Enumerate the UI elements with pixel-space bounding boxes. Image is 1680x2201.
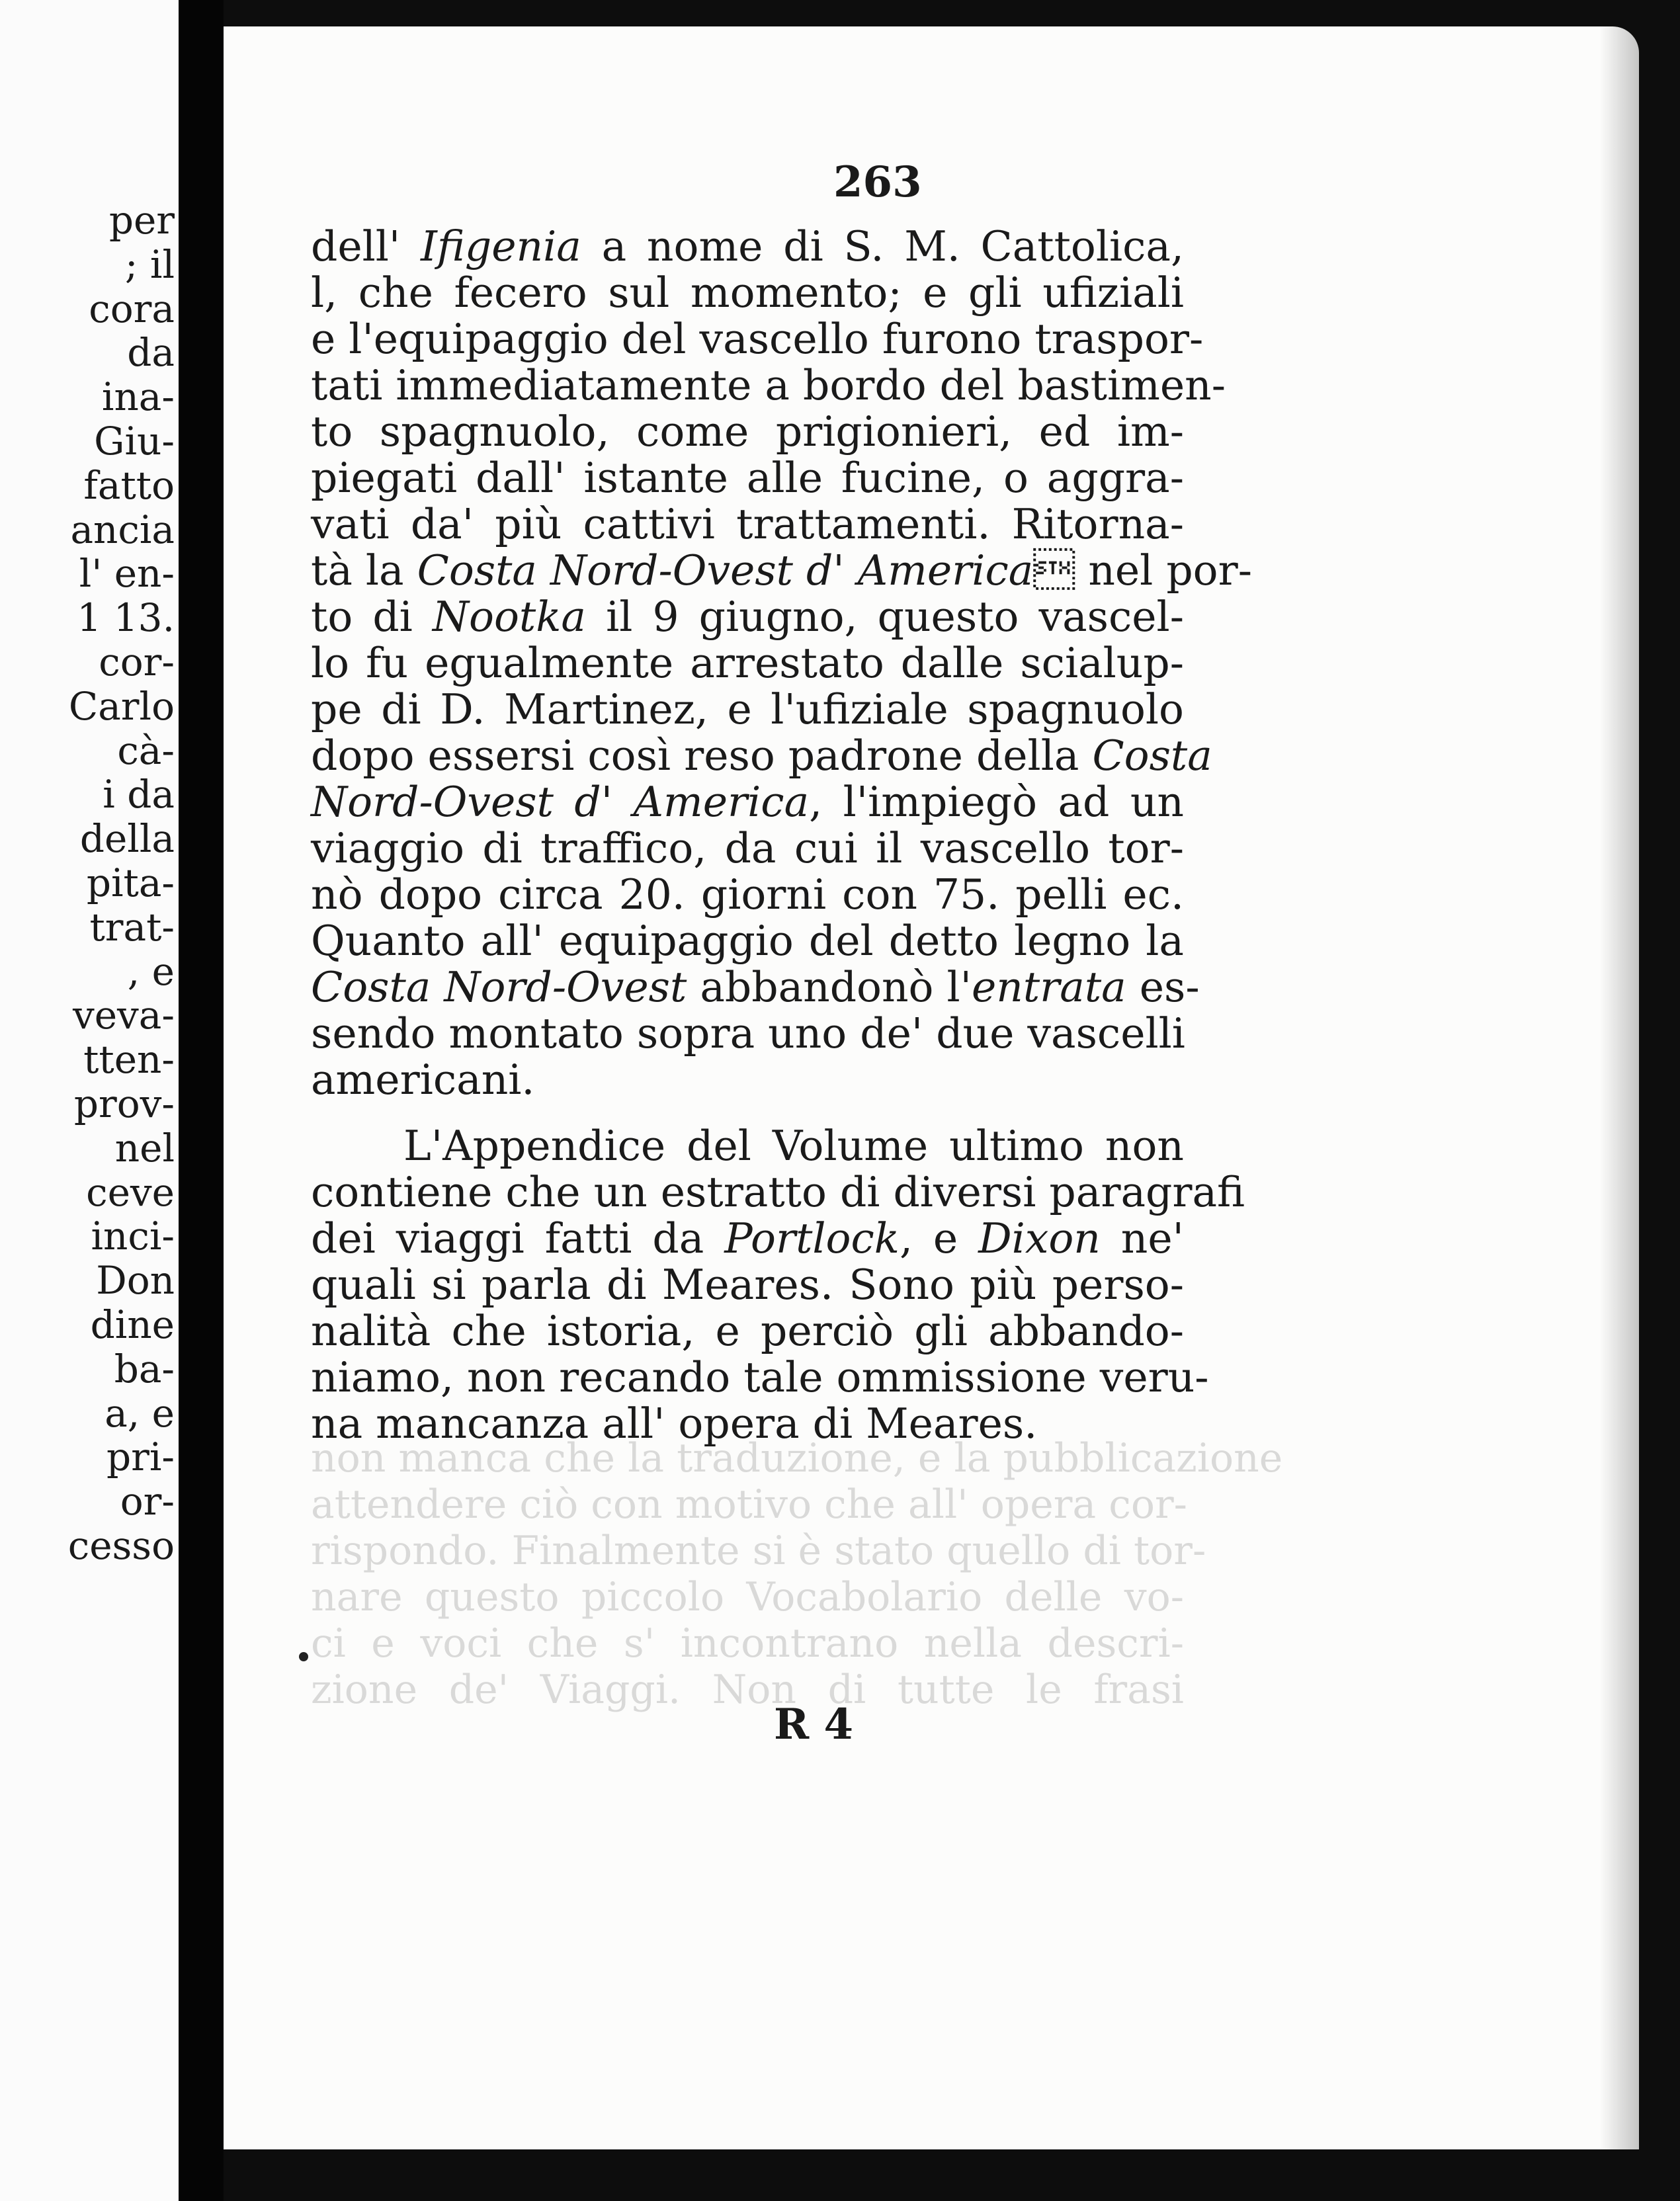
text-line: piegati dall' istante alle fucine, o aggra- bbox=[311, 454, 1184, 502]
text-line: pe di D. Martinez, e l'ufiziale spagnuolo bbox=[311, 685, 1184, 733]
left-page-line: i da bbox=[103, 772, 175, 817]
bleed-through-line: nare questo piccolo Vocabolario delle vo- bbox=[311, 1574, 1184, 1620]
left-page-line: cora bbox=[89, 286, 175, 331]
bleed-through-line: rispondo. Finalmente si è stato quello di tor- bbox=[311, 1528, 1206, 1574]
page-edge-shadow bbox=[1599, 26, 1639, 2149]
text-line: nò dopo circa 20. giorni con 75. pelli ec. bbox=[311, 870, 1184, 919]
text-line: niamo, non recando tale ommissione veru- bbox=[311, 1353, 1209, 1401]
left-page-line: Don bbox=[96, 1258, 175, 1304]
text-line: na mancanza all' opera di Meares. bbox=[311, 1399, 1038, 1448]
left-page-line: per bbox=[108, 198, 175, 243]
text-line: quali si parla di Meares. Sono più perso- bbox=[311, 1261, 1184, 1309]
text-line: dell' Ifigenia a nome di S. M. Cattolica, bbox=[311, 222, 1185, 270]
left-page-line: Carlo bbox=[68, 683, 175, 729]
left-page-line: cor- bbox=[99, 640, 175, 685]
left-page-line: ceve bbox=[86, 1169, 175, 1215]
text-line: e l'equipaggio del vascello furono traspor- bbox=[311, 315, 1204, 363]
left-page-line: ; il bbox=[124, 241, 175, 287]
left-page-line: ina- bbox=[101, 374, 175, 420]
left-page-line: Giu- bbox=[94, 419, 175, 464]
page-number: 263 bbox=[833, 157, 922, 207]
left-page-line: dine bbox=[90, 1302, 175, 1347]
text-line: sendo montato sopra uno de' due vascelli bbox=[311, 1009, 1185, 1058]
text-line: vati da' più cattivi trattamenti. Ritorna- bbox=[311, 500, 1184, 548]
text-line: to di Nootka il 9 giugno, questo vascel- bbox=[311, 593, 1184, 641]
left-page-line: trat- bbox=[89, 904, 175, 950]
left-page-line: or- bbox=[120, 1479, 175, 1524]
bleed-through-line: non manca che la traduzione, e la pubblicazione bbox=[311, 1435, 1283, 1481]
text-line: nalità che istoria, e perciò gli abbando- bbox=[311, 1307, 1184, 1355]
left-page-line: da bbox=[127, 330, 175, 376]
left-page-line: a, e bbox=[105, 1390, 175, 1436]
left-page-line: prov- bbox=[73, 1081, 175, 1126]
left-page-line: della bbox=[79, 816, 175, 862]
text-line: Quanto all' equipaggio del detto legno la bbox=[311, 917, 1184, 965]
left-page-line: , e bbox=[127, 948, 175, 994]
text-line: dei viaggi fatti da Portlock, e Dixon ne' bbox=[311, 1214, 1184, 1263]
text-line: tati immediatamente a bordo del bastimen- bbox=[311, 361, 1226, 409]
text-line: contiene che un estratto di diversi paragrafi bbox=[311, 1168, 1245, 1216]
left-page-line: 1 13. bbox=[77, 595, 175, 641]
text-line: viaggio di traffico, da cui il vascello tor- bbox=[311, 824, 1184, 872]
left-page-line: nel bbox=[114, 1125, 175, 1171]
left-page-line: inci- bbox=[91, 1214, 175, 1259]
left-page-line: pri- bbox=[106, 1434, 175, 1480]
left-page-line: pita- bbox=[86, 860, 175, 905]
signature-mark: R 4 bbox=[774, 1700, 853, 1749]
margin-dot bbox=[299, 1652, 308, 1661]
left-page-line: ancia bbox=[70, 507, 175, 552]
left-page-line: tten- bbox=[83, 1037, 175, 1083]
text-line: tà la Costa Nord-Ovest d' America nel por- bbox=[311, 546, 1253, 595]
text-line: to spagnuolo, come prigionieri, ed im- bbox=[311, 407, 1184, 456]
text-line: l, che fecero sul momento; e gli ufiziali bbox=[311, 269, 1184, 317]
text-line: L'Appendice del Volume ultimo non bbox=[403, 1122, 1184, 1170]
left-page-line: ba- bbox=[114, 1346, 175, 1391]
book-gutter bbox=[179, 0, 224, 2201]
left-page-line: fatto bbox=[83, 462, 175, 508]
bleed-through-line: attendere ciò con motivo che all' opera cor- bbox=[311, 1481, 1187, 1528]
left-facing-page bbox=[0, 0, 179, 2201]
text-line: Nord-Ovest d' America, l'impiegò ad un bbox=[311, 778, 1184, 826]
bleed-through-line: ci e voci che s' incontrano nella descri- bbox=[311, 1620, 1184, 1667]
left-page-line: veva- bbox=[72, 993, 175, 1038]
text-line: Costa Nord-Ovest abbandonò l'entrata es- bbox=[311, 963, 1200, 1011]
text-line: dopo essersi così reso padrone della Costa bbox=[311, 731, 1212, 780]
left-page-line: cesso bbox=[67, 1523, 175, 1568]
bleed-through-line: zione de' Viaggi. Non di tutte le frasi bbox=[311, 1667, 1184, 1713]
text-line: americani. bbox=[311, 1056, 535, 1104]
text-line: lo fu egualmente arrestato dalle scialup- bbox=[311, 639, 1184, 687]
left-page-line: l' en- bbox=[79, 551, 175, 597]
left-page-line: cà- bbox=[117, 727, 175, 773]
